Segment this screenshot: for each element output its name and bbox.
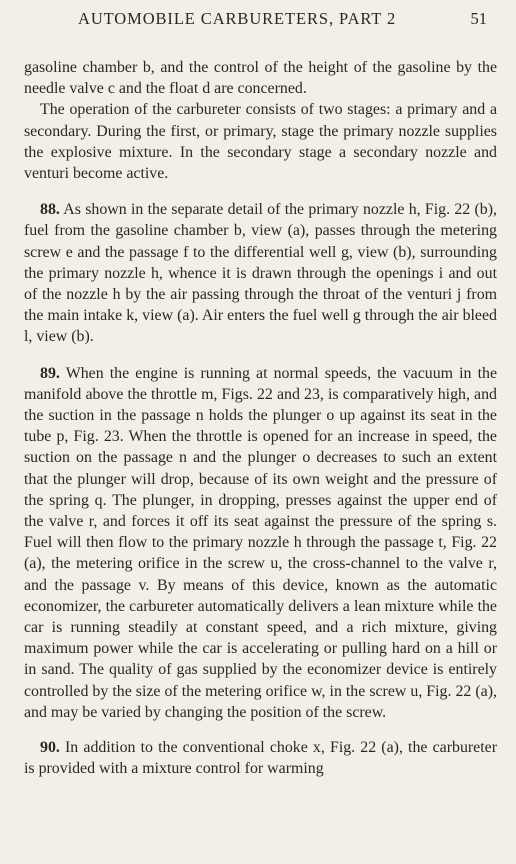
- paragraph-number: 90.: [40, 739, 60, 757]
- page-number: 51: [470, 9, 487, 28]
- paragraph-continuation: [24, 57, 497, 99]
- paragraph-operation-stages: [24, 99, 497, 184]
- paragraph-88: [24, 199, 497, 347]
- paragraph-number: 88.: [40, 201, 60, 219]
- paragraph-text: When the engine is running at normal speeds, the vacuum in the manifold above the throttle m, Figs. 22 and 23, is comparatively high, and the suction in the passage n holds the plunger o up against its seat in the tube p, Fig. 23. When the throttle is opened for an increase in speed, the suction on the passage n and the plunger o decreases to such an extent that the plunger will drop, because of its own weight and the pressure of the spring q. The plunger, in dropping, presses against the upper end of the valve r, and forces it off its seat against the pressure of the spring s. Fuel will then flow to the primary nozzle h through the passage t, Fig. 22 (a), the metering orifice in the screw u, the cross-channel to the valve r, and the passage v. By means of this device, known as the automatic economizer, the carbureter automatically delivers a lean mixture while the car is running steadily at constant speed, and a rich mixture, giving maximum power while the car is accelerating or pulling hard on a hill or in sand. The quality of gas supplied by the economizer device is entirely controlled by the size of the metering orifice w, in the screw u, Fig. 22 (a), and may be varied by changing the position of the screw.: [24, 364, 497, 721]
- paragraph-89: [24, 363, 497, 723]
- paragraph-text: As shown in the separate detail of the primary nozzle h, Fig. 22 (b), fuel from the gasoline chamber b, view (a), passes through the metering screw e and the passage f to the differential well g, view (b), surrounding the primary nozzle h, whence it is drawn through the openings i and out of the nozzle h by the air passing through the throat of the venturi j from the main intake k, view (a). Air enters the fuel well g through the air bleed l, view (b).: [24, 201, 497, 346]
- paragraph-gap: [24, 184, 497, 199]
- paragraph-text: The operation of the carbureter consists of two stages: a primary and a secondary. During the first, or primary, stage the primary nozzle supplies the explosive mixture. In the secondary stage a secondary nozzle and venturi become active.: [24, 101, 497, 183]
- paragraph-90: [24, 737, 497, 779]
- paragraph-number: 89.: [40, 364, 60, 382]
- paragraph-gap: [24, 348, 497, 363]
- paragraph-gap: [24, 723, 497, 737]
- paragraph-text: In addition to the conventional choke x, Fig. 22 (a), the carbureter is provided with a mixture control for warming: [24, 739, 497, 778]
- running-head: AUTOMOBILE CARBURETERS, PART 2: [78, 9, 397, 28]
- page-header: [24, 9, 497, 35]
- paragraph-text: gasoline chamber b, and the control of the height of the gasoline by the needle valve c and the float d are concerned.: [24, 59, 497, 98]
